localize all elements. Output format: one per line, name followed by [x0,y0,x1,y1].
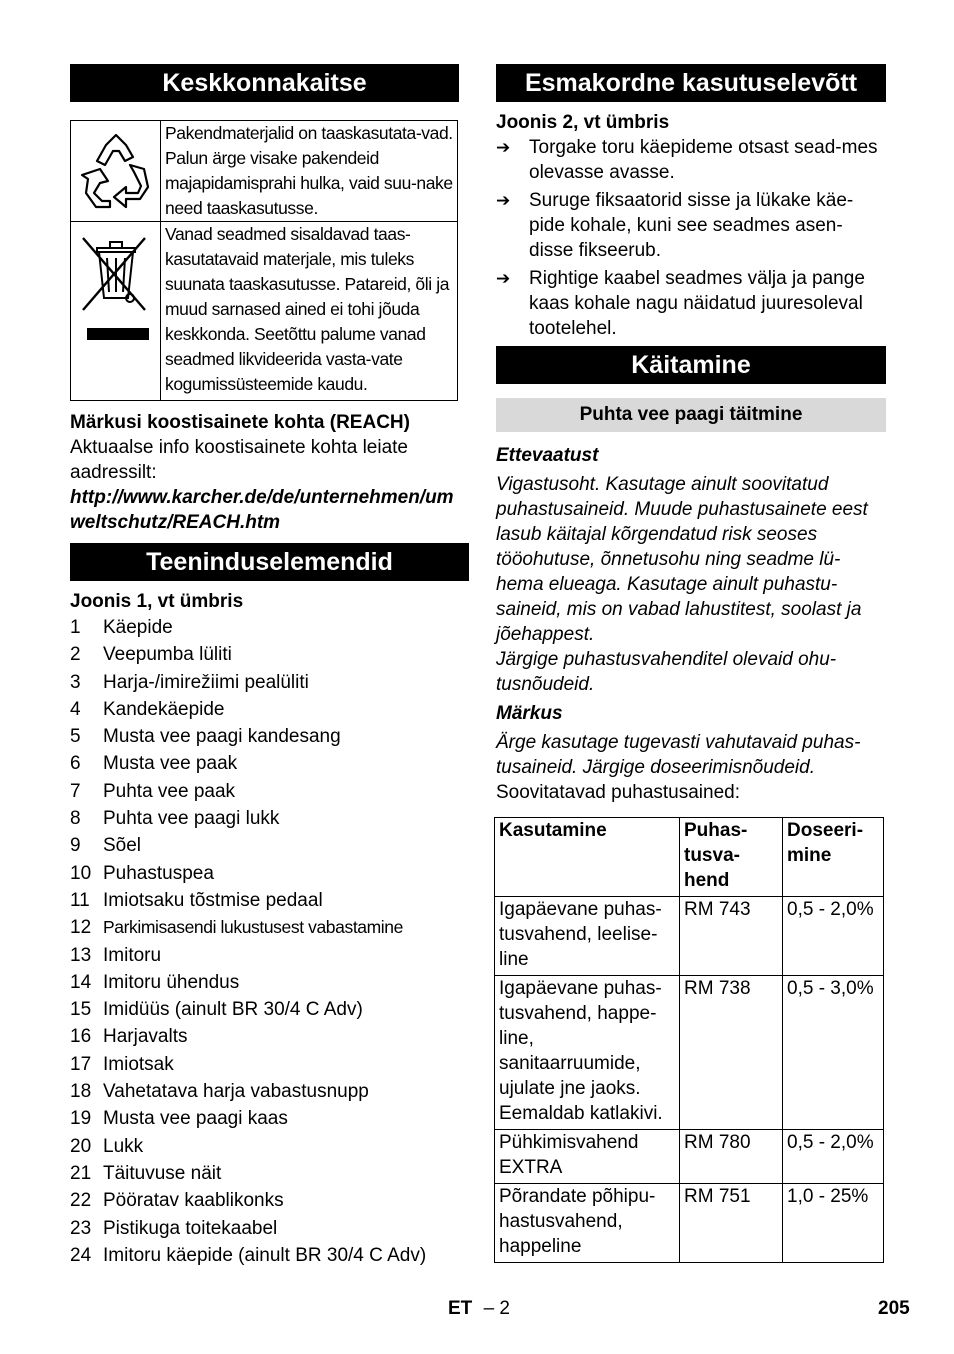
table-cell: 0,5 - 2,0% [783,897,884,976]
item-number: 12 [70,917,92,939]
cleaners-table [494,817,884,1263]
item-label: Imiotsak [103,1053,174,1075]
list-item [70,1133,469,1160]
item-label: Parkimisasendi lukustusest vabastamine [103,917,403,938]
list-item [70,1051,469,1078]
item-label: Puhta vee paagi lukk [103,808,280,830]
item-label: Täituvuse näit [103,1162,222,1184]
item-label: Veepumba lüliti [103,644,232,666]
step-text: Rightige kaabel seadmes välja ja pange kaas kohale nagu näidatud juuresoleval tootelehel. [529,268,865,339]
list-item [70,996,469,1023]
column-header: Doseeri-mine [783,818,884,897]
item-label: Puhta vee paak [103,780,236,802]
item-label: Harjavalts [103,1026,188,1048]
list-item [70,942,469,969]
item-number: 7 [70,780,81,802]
item-label: Käepide [103,617,173,638]
footer-language [448,1296,510,1321]
recommended-label: Soovitatavad puhastusained: [496,782,741,803]
reach-heading: Märkusi koostisainete kohta (REACH) [70,412,410,433]
reach-link[interactable]: http://www.karcher.de/de/unternehmen/umweltschutz/REACH.htm [70,487,454,533]
list-item [70,696,469,723]
environment-text: Pakendmaterjalid on taaskasutata-vad. Palun ärge visake pakendeid majapidamisprahi hulka, vaid suu-nake need taaskasutusse. [161,121,458,222]
item-number: 15 [70,999,92,1021]
item-number: 20 [70,1135,92,1157]
table-cell: Igapäevane puhas-tusvahend, leelise-line [495,897,680,976]
table-cell: 0,5 - 2,0% [783,1130,884,1184]
right-column [496,64,886,1263]
table-cell: Pühkimisvahend EXTRA [495,1130,680,1184]
crossed-out-bin-icon [71,222,161,401]
left-column [70,64,469,1269]
caution-text: Vigastusoht. Kasutage ainult soovitatud puhastusaineid. Muude puhastusainete eest lasub käitajal kõrgendatud risk seoses tööohutuse, õnnetusohu ning seadme lü-hema elueaga. Kasutage ainult puhastu-saineid, mis on vabad lahustitest, soolast ja jõehappest. [496,474,868,645]
arrow-right-icon: ➔ [496,269,511,288]
list-item [70,914,469,941]
item-number: 16 [70,1026,92,1048]
list-item [70,1078,469,1105]
column-header: Kasutamine [495,818,680,897]
table-cell: RM 743 [680,897,783,976]
item-label: Imitoru ühendus [103,971,240,993]
list-item [70,723,469,750]
environment-row [71,121,458,222]
item-label: Lukk [103,1135,144,1157]
list-item [70,669,469,696]
item-number: 24 [70,1244,92,1266]
language-code: ET [448,1298,473,1319]
list-item [70,1105,469,1132]
environment-table [70,120,458,401]
item-number: 8 [70,808,81,830]
list-item [70,1215,469,1242]
item-number: 21 [70,1162,92,1184]
table-row [495,1184,884,1263]
table-row [495,976,884,1130]
item-number: 1 [70,617,81,638]
item-label: Puhastuspea [103,862,214,884]
step-item [496,188,886,263]
caution-text-2: Järgige puhastusvahenditel olevaid ohu-tusnõudeid. [496,649,837,695]
item-number: 19 [70,1108,92,1130]
item-label: Imitoru käepide (ainult BR 30/4 C Adv) [103,1244,427,1266]
table-cell: RM 751 [680,1184,783,1263]
item-number: 6 [70,753,81,775]
list-item [70,1160,469,1187]
item-number: 17 [70,1053,92,1075]
step-text: Torgake toru käepideme otsast sead-mes olevasse avasse. [529,137,878,183]
table-cell: RM 738 [680,976,783,1130]
sub-page-number: – 2 [483,1298,510,1319]
item-number: 22 [70,1190,92,1212]
section-title-service-elements: Teeninduselemendid [70,543,469,581]
step-item [496,135,886,185]
item-number: 4 [70,698,81,720]
list-item [70,1023,469,1050]
list-item [70,860,469,887]
step-item [496,266,886,341]
item-number: 18 [70,1081,92,1103]
table-row [495,897,884,976]
list-item [70,887,469,914]
note-text: Ärge kasutage tugevasti vahutavaid puhas-tusaineid. Järgige doseerimisnõudeid. [496,732,861,778]
item-label: Musta vee paagi kaas [103,1108,288,1130]
item-label: Vahetatava harja vabastusnupp [103,1081,369,1103]
list-item [70,832,469,859]
item-label: Imiotsaku tõstmise pedaal [103,889,323,911]
section-title-environment: Keskkonnakaitse [70,64,459,102]
item-label: Imitoru [103,944,162,966]
list-item [70,750,469,777]
item-number: 13 [70,944,92,966]
environment-row [71,222,458,401]
item-number: 2 [70,644,81,666]
section-title-operation: Käitamine [496,346,886,384]
list-item [70,614,469,641]
item-label: Pistikuga toitekaabel [103,1217,278,1239]
figure-label: Joonis 2, vt ümbris [496,112,670,133]
table-cell: 1,0 - 25% [783,1184,884,1263]
arrow-right-icon: ➔ [496,191,511,210]
item-number: 23 [70,1217,92,1239]
figure-label: Joonis 1, vt ümbris [70,591,244,612]
table-cell: Igapäevane puhas-tusvahend, happe-line, sanitaarruumide, ujulate jne jaoks. Eemaldab katlakivi. [495,976,680,1130]
page-number: 205 [878,1298,910,1319]
subsection-title-fill-tank: Puhta vee paagi täitmine [496,398,886,432]
list-item [70,805,469,832]
caution-heading: Ettevaatust [496,445,599,466]
environment-text: Vanad seadmed sisaldavad taas-kasutatavaid materjale, mis tuleks suunata taaskasutusse. Patareid, õli ja muud sarnased ained ei tohi jõuda keskkonda. Seetõttu palume vanad seadmed likvideerida vasta-vate kogumissüsteemide kaudu. [161,222,458,401]
item-number: 3 [70,671,81,693]
item-label: Harja-/imirežiimi pealüliti [103,671,309,693]
reach-text: Aktuaalse info koostisainete kohta leiate aadressilt: [70,437,408,483]
list-item [70,641,469,668]
item-number: 14 [70,971,92,993]
recycle-icon [71,121,161,222]
item-number: 11 [70,889,90,911]
item-label: Kandekäepide [103,698,225,720]
item-label: Musta vee paak [103,753,238,775]
step-text: Suruge fiksaatorid sisse ja lükake käe-pide kohale, kuni see seadmes asen-disse fikseerub. [529,190,854,261]
item-label: Sõel [103,835,142,857]
item-number: 10 [70,862,92,884]
column-header: Puhas-tusva-hend [680,818,783,897]
item-number: 9 [70,835,81,857]
item-number: 5 [70,726,81,748]
item-label: Imidüüs (ainult BR 30/4 C Adv) [103,999,363,1021]
steps-list [496,135,886,341]
table-cell: RM 780 [680,1130,783,1184]
list-item [70,969,469,996]
table-cell: Põrandate põhipu-hastusvahend, happeline [495,1184,680,1263]
arrow-right-icon: ➔ [496,138,511,157]
table-row [495,1130,884,1184]
list-item [70,1187,469,1214]
list-item [70,778,469,805]
parts-list [70,614,469,1269]
item-label: Pööratav kaablikonks [103,1190,284,1212]
list-item [70,1242,469,1269]
section-title-first-use: Esmakordne kasutuselevõtt [496,64,886,102]
item-label: Musta vee paagi kandesang [103,726,341,748]
table-header-row [495,818,884,897]
table-cell: 0,5 - 3,0% [783,976,884,1130]
note-heading: Märkus [496,703,563,724]
